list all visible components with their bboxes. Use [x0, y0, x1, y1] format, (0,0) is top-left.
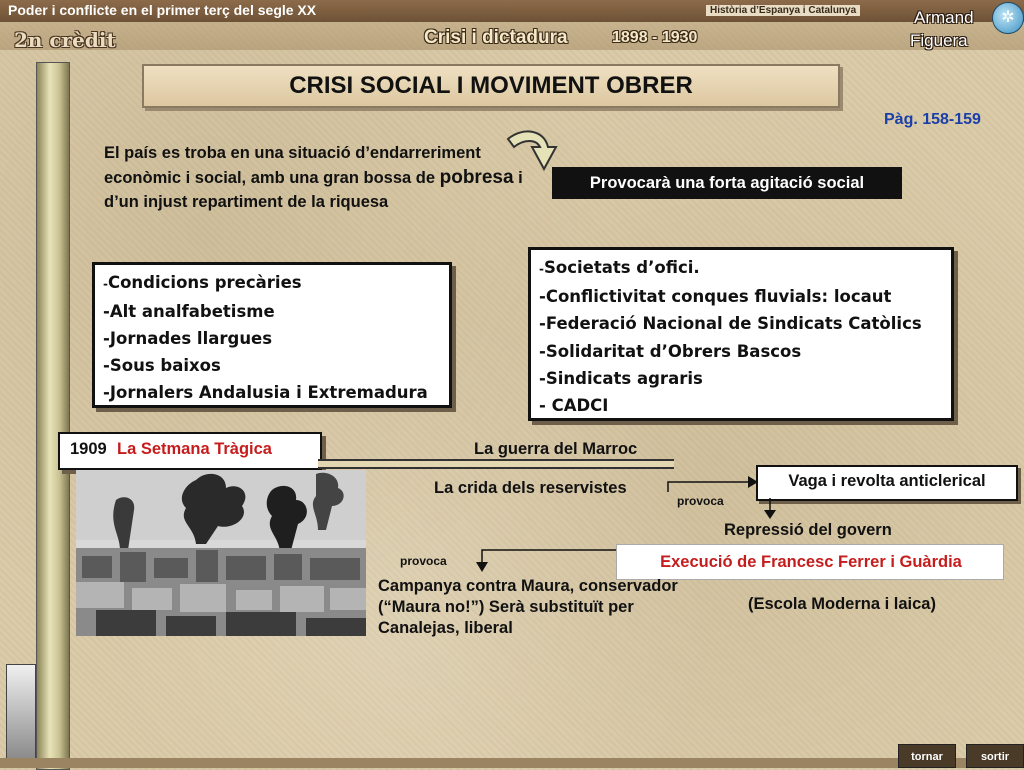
- list-item: -Conflictivitat conques fluvials: locaut: [539, 287, 892, 307]
- tragic-week-name: La Setmana Tràgica: [117, 440, 272, 458]
- conditions-list: [92, 262, 452, 408]
- page-title: CRISI SOCIAL I MOVIMENT OBRER: [289, 72, 693, 99]
- arrow-down-left-icon: [472, 544, 618, 576]
- author-last-name: Figuera: [910, 31, 968, 50]
- tragic-week-year: 1909: [70, 440, 107, 458]
- decorative-pillar: [36, 62, 70, 770]
- list-item: -Federació Nacional de Sindicats Catòlics: [539, 314, 922, 334]
- list-item: -Alt analfabetisme: [103, 302, 275, 321]
- city-burning-photo: [76, 470, 366, 636]
- intro-part-2: i d’un injust repartiment de la riquesa: [104, 168, 523, 211]
- author-first-name: Armand: [914, 8, 974, 27]
- gradient-scale: [6, 664, 36, 762]
- course-title: Poder i conflicte en el primer terç del segle XX: [8, 2, 317, 18]
- school-label: (Escola Moderna i laica): [748, 595, 936, 613]
- campaign-text: Campanya contra Maura, conservador (“Maura no!”) Serà substituït per Canalejas, liberal: [378, 577, 678, 637]
- war-label: La guerra del Marroc: [474, 440, 638, 458]
- arrow-down-icon: [762, 498, 778, 520]
- timeline-bar: [318, 459, 674, 469]
- exit-button[interactable]: sortir: [966, 744, 1024, 768]
- consequence-box: Provocarà una forta agitació social: [552, 167, 902, 199]
- intro-part-1: El país es troba en una situació d’endarreriment econòmic i social, amb una gran bossa de: [104, 144, 481, 187]
- repression-label: Repressió del govern: [724, 521, 892, 539]
- execution-label: Execució de Francesc Ferrer i Guàrdia: [660, 553, 962, 571]
- back-button[interactable]: tornar: [898, 744, 956, 768]
- provoca-label: provoca: [400, 554, 447, 568]
- list-item: -Condicions precàries: [103, 273, 302, 292]
- intro-emphasis: pobresa: [439, 166, 514, 188]
- provoca-label: provoca: [677, 494, 724, 508]
- intro-text: [104, 141, 524, 215]
- credit-label: 2n crèdit: [14, 28, 116, 52]
- list-item: -Sous baixos: [103, 356, 221, 375]
- period-years: 1898 - 1930: [612, 29, 698, 46]
- subject-label: Història d’Espanya i Catalunya: [706, 5, 860, 16]
- arrow-right-icon: [664, 470, 760, 496]
- list-item: - CADCI: [539, 396, 609, 416]
- period-title: Crisi i dictadura: [424, 27, 568, 48]
- bottom-bar: [0, 758, 1024, 768]
- reservists-label: La crida dels reservistes: [434, 479, 627, 497]
- organizations-list: [528, 247, 954, 421]
- list-item: -Solidaritat d’Obrers Bascos: [539, 341, 802, 361]
- revolt-label: Vaga i revolta anticlerical: [788, 472, 986, 490]
- list-item: -Jornades llargues: [103, 329, 273, 348]
- globe-logo-icon: ✲: [992, 2, 1024, 34]
- list-item: -Jornalers Andalusia i Extremadura: [103, 383, 428, 402]
- page-reference: Pàg. 158-159: [884, 111, 981, 128]
- list-item: -Societats d’ofici.: [539, 258, 700, 277]
- list-item: -Sindicats agraris: [539, 368, 703, 388]
